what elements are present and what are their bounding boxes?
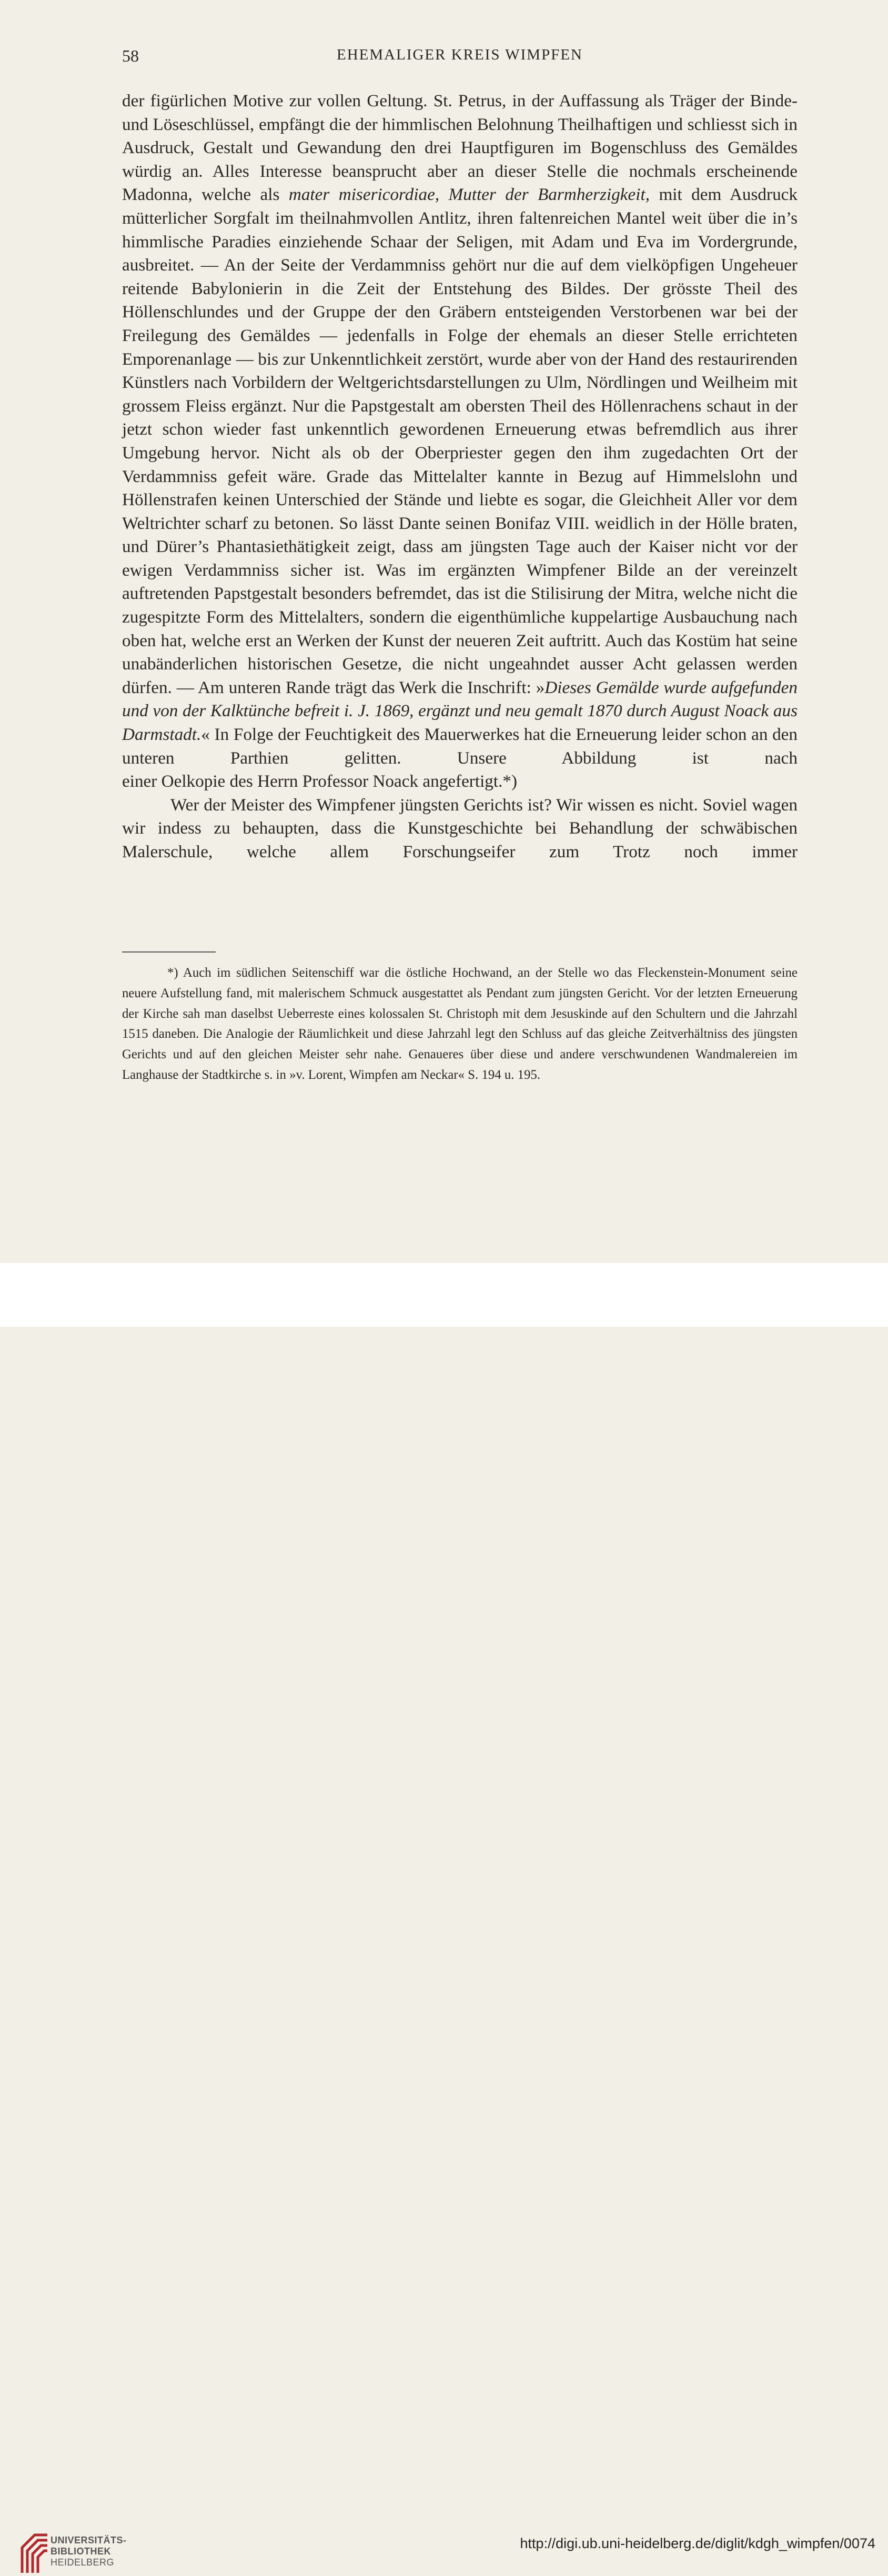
library-name-line-3: HEIDELBERG <box>51 2557 115 2568</box>
digitization-footer <box>0 1263 888 2568</box>
body-text <box>122 89 798 864</box>
italic-mater-misericordiae: mater misericordiae, Mutter der Barmherzigkeit, <box>288 185 650 205</box>
italic-inscription: Dieses Gemälde wurde aufgefunden und von der Kalktünche befreit i. J. 1869, ergänzt und neu gemalt 1870 durch August Noack aus Darmstadt. <box>122 677 798 745</box>
footnote <box>122 963 798 1086</box>
page-header <box>122 46 798 69</box>
paragraph-1 <box>122 89 798 794</box>
source-url[interactable]: http://digi.ub.uni-heidelberg.de/diglit/kdgh_wimpfen/0074 <box>520 2535 875 2551</box>
paragraph-1-text-e: « In Folge der Feuchtigkeit des Mauerwerkes hat die Erneuerung leider schon an den unteren Parthien gelitten. Unsere Abbildung ist nach <box>122 725 798 768</box>
footnote-text: *) Auch im südlichen Seitenschiff war die östliche Hochwand, an der Stelle wo das Fleckenstein-Monument seine neuere Aufstellung fand, mit malerischem Schmuck ausgestattet als Pendant zum jüngsten Gericht. Vor der letzten Erneuerung der Kirche sah man daselbst Ueberreste eines kolossalen St. Christoph mit dem Jesuskinde auf den Schultern und die Jahrzahl 1515 daneben. Die Analogie der Räumlichkeit und diese Jahrzahl legt den Schluss auf das gleiche Zeitverhältniss des jüngsten Gerichts und auf den gleichen Meister sehr nahe. Genaueres über diese und andere verschwundenen Wandmalereien im Langhause der Stadtkirche s. in »v. Lorent, Wimpfen am Neckar« S. 194 u. 195. <box>122 966 798 1082</box>
library-name <box>51 2535 127 2568</box>
paragraph-2: Wer der Meister des Wimpfener jüngsten Gerichts ist? Wir wissen es nicht. Soviel wagen wir indess zu behaupten, dass die Kunstgeschichte bei Behandlung der schwäbischen Malerschule, welche allem Forschungseifer zum Trotz noch immer <box>122 795 798 861</box>
library-name-line-2: BIBLIOTHEK <box>51 2546 111 2557</box>
page-number: 58 <box>122 46 139 65</box>
library-name-line-1: UNIVERSITÄTS- <box>51 2535 127 2545</box>
paragraph-1-text-a: der figürlichen Motive zur vollen Geltung. St. Petrus, in der Auffassung als Träger der Binde- und Löseschlüssel, empfängt die der himmlischen Belohnung Theilhaftigen und schliesst sich in Ausdruck, Gestalt und Gewandung den drei Hauptfiguren im Bogenschluss des Gemäldes würdig an. Alles Interesse beansprucht aber an dieser Stelle die nochmals erscheinende Madonna, welche als <box>122 91 798 205</box>
running-head: EHEMALIGER KREIS WIMPFEN <box>337 46 583 63</box>
paragraph-1-last-line: einer Oelkopie des Herrn Professor Noack angefertigt.*) <box>122 771 518 791</box>
footnote-rule <box>122 951 216 953</box>
scanned-page <box>0 0 888 1263</box>
paragraph-1-text-c: mit dem Ausdruck mütterlicher Sorgfalt im theilnahmvollen Antlitz, ihren faltenreichen Mantel weit über die in’s himmlische Paradies einziehende Schaar der Seligen, mit Adam und Eva im Vordergrunde, ausbreitet. — An der Seite der Verdammniss gehört nur die auf dem vielköpfigen Ungeheuer reitende Babylonierin in die Zeit der Entstehung des Bildes. Der grösste Theil des Höllenschlundes und der Gruppe der den Gräbern entsteigenden Verstorbenen war bei der Freilegung des Gemäldes — jedenfalls in Folge der ehemals an dieser Stelle errichteten Emporenanlage — bis zur Unkenntlichkeit zerstört, wurde aber von der Hand des restaurirenden Künstlers nach Vorbildern der Weltgerichtsdarstellungen zu Ulm, Nördlingen und Weilheim mit grossem Fleiss ergänzt. Nur die Papstgestalt am obersten Theil des Höllenrachens schaut in der jetzt schon wieder fast unkenntlich gewordenen Erneuerung etwas befremdlich aus ihrer Umgebung hervor. Nicht als ob der Oberpriester gegen den ihm zugedachten Ort der Verdammniss gefeit wäre. Grade das Mittelalter kannte in Bezug auf Himmelslohn und Höllenstrafen keinen Unterschied der Stände und liebte es sogar, die Gleichheit Aller vor dem Weltrichter scharf zu betonen. So lässt Dante seinen Bonifaz VIII. weidlich in der Hölle braten, und Dürer’s Phantasiethätigkeit zeigt, dass am jüngsten Tage auch der Kaiser nicht vor der ewigen Verdammniss sicher ist. Was im ergänzten Wimpfener Bilde an der vereinzelt auftretenden Papstgestalt besonders befremdet, das ist die Stilisirung der Mitra, welche nicht die zugespitzte Form des Mittelalters, sondern die eigenthümliche kuppelartige Ausbauchung nach oben hat, welche erst an Werken der Kunst der neueren Zeit auftritt. Auch das Kostüm hat seine unabänderlichen historischen Gesetze, die nicht ungeahndet ausser Acht gelassen werden dürfen. — Am unteren Rande trägt das Werk die Inschrift: » <box>122 185 798 697</box>
